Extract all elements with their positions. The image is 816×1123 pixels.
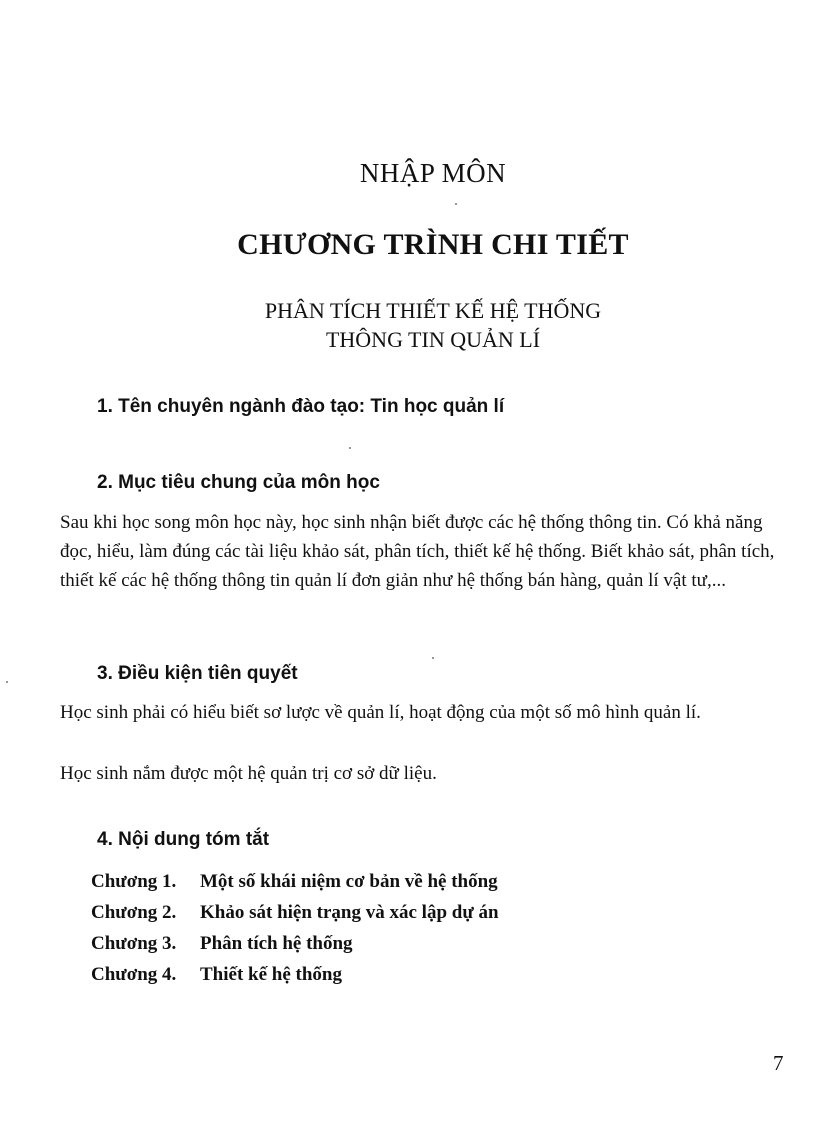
section-4-heading: 4. Nội dung tóm tắt (97, 829, 270, 850)
page-number: 7 (773, 1051, 784, 1075)
chapter-list (91, 866, 499, 990)
section-3-heading: 3. Điều kiện tiên quyết (97, 663, 298, 684)
chapter-number: Chương 3. (91, 933, 177, 954)
chapter-title: Khảo sát hiện trạng và xác lập dự án (200, 902, 499, 923)
scan-speck (349, 447, 351, 449)
chapter-title: Thiết kế hệ thống (200, 964, 342, 985)
chapter-title: Một số khái niệm cơ bản về hệ thống (200, 871, 498, 892)
chapter-number: Chương 1. (91, 871, 177, 892)
chapter-item (91, 959, 499, 990)
main-title: CHƯƠNG TRÌNH CHI TIẾT (237, 228, 629, 261)
chapter-item (91, 928, 499, 959)
chapter-item (91, 897, 499, 928)
scan-speck (455, 203, 457, 205)
section-2-heading: 2. Mục tiêu chung của môn học (97, 472, 380, 493)
subject-title-line-1: PHÂN TÍCH THIẾT KẾ HỆ THỐNG (264, 298, 602, 323)
section-3-paragraph-2: Học sinh nắm được một hệ quản trị cơ sở dữ liệu. (60, 763, 437, 784)
chapter-title: Phân tích hệ thống (200, 933, 353, 954)
subject-title-line-2: THÔNG TIN QUẢN LÍ (325, 327, 541, 352)
section-3-paragraph-1: Học sinh phải có hiểu biết sơ lược về quản lí, hoạt động của một số mô hình quản lí. (60, 702, 701, 723)
section-2-paragraph: Sau khi học song môn học này, học sinh nhận biết được các hệ thống thông tin. Có khả năng đọc, hiểu, làm đúng các tài liệu khảo sát, phân tích, thiết kế hệ thống. Biết khảo sát, phân tích, thiết kế các hệ thống thông tin quản lí đơn giản như hệ thống bán hàng, quản lí vật tư,... (60, 512, 775, 591)
scan-speck (432, 657, 434, 659)
chapter-item (91, 866, 499, 897)
scan-speck (6, 681, 8, 683)
intro-title: NHẬP MÔN (359, 158, 507, 188)
section-1-heading: 1. Tên chuyên ngành đào tạo: Tin học quản lí (97, 396, 505, 417)
chapter-number: Chương 4. (91, 964, 177, 985)
chapter-number: Chương 2. (91, 902, 177, 923)
